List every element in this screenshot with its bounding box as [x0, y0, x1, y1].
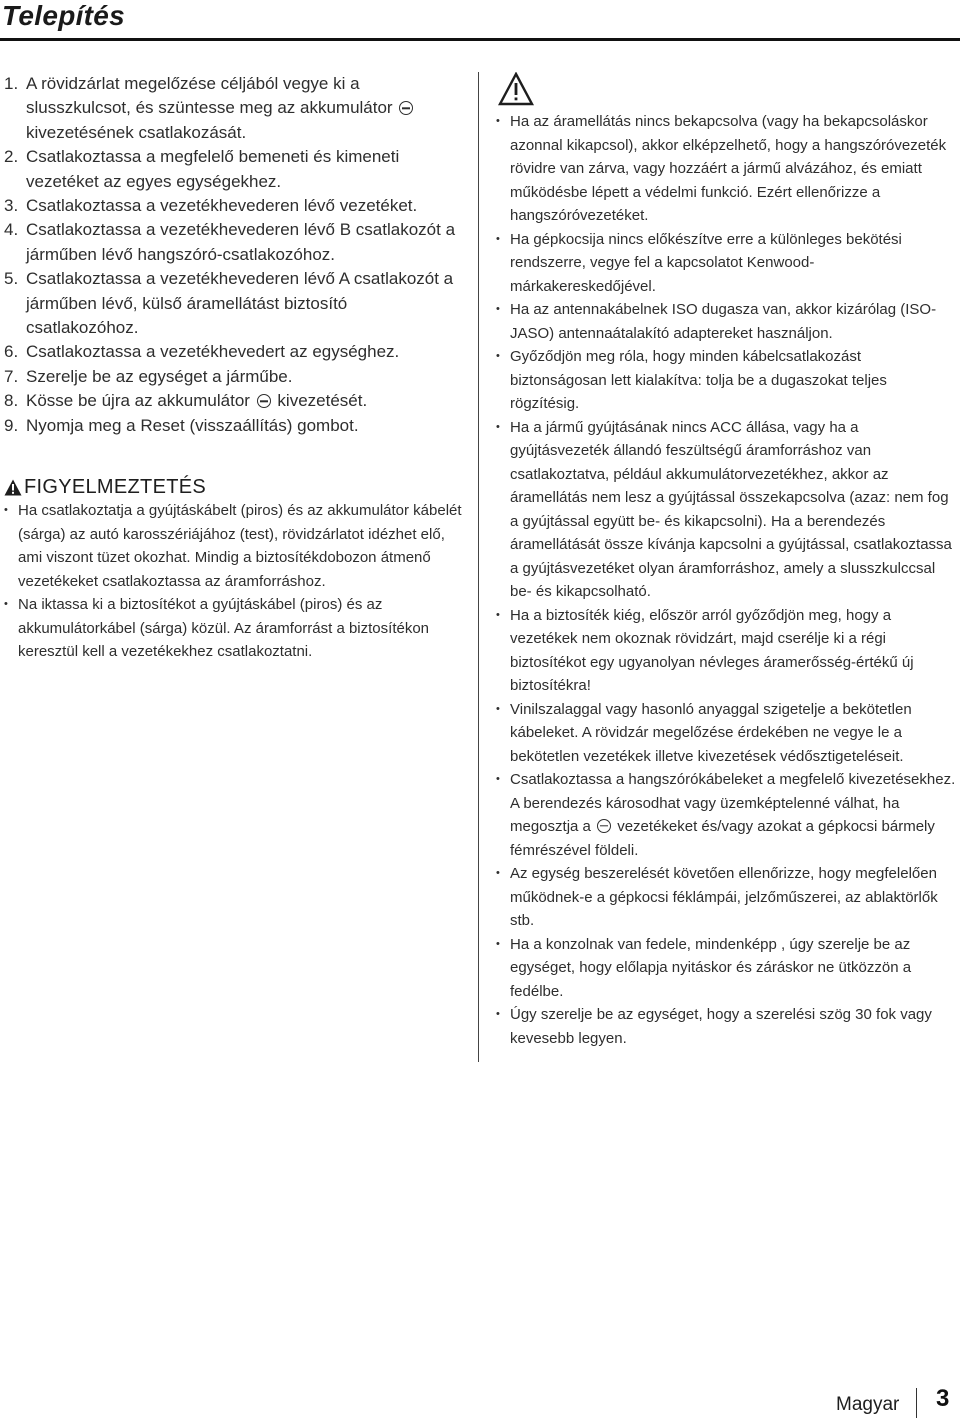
step-item [4, 389, 464, 413]
step-item [4, 414, 464, 438]
step-number: 6. [4, 342, 19, 362]
minus-terminal-icon [597, 819, 611, 833]
caution-item: • Ha a konzolnak van fedele, mindenképp , úgy szerelje be az egységet, hogy előlapja nyitáskor és záráskor ne ütközzön a fedélbe. [496, 933, 956, 1004]
step-number: 9. [4, 415, 19, 435]
step-text: Kösse be újra az akkumulátor [26, 391, 250, 411]
step-item [4, 72, 464, 145]
step-number: 7. [4, 366, 19, 386]
caution-item: • Ha a jármű gyújtásának nincs ACC állása, vagy ha a gyújtásvezeték állandó feszültségű áramforráshoz van csatlakoztatva, például akkumulátorvezetékhez, akkor az áramellátás nem lesz a gyújtással összekapcsolva (azaz: nem fog a gyújtással együtt be- és kikapcsolni). Ha a berendezés áramellátását össze kívánja kapcsolni a gyújtással, csatlakoztassa a gyújtásvezetéket olyan áramforráshoz, amely a slusszkulccsal be- és kikapcsolható. [496, 416, 956, 604]
caution-item: • Ha a biztosíték kiég, először arról győződjön meg, hogy a vezetékek nem okoznak rövidzárt, majd cserélje ki a régi biztosítékot egy ugyanolyan névleges áramerősség-értékű új biztosítékra! [496, 604, 956, 698]
warning-item: • Na iktassa ki a biztosítékot a gyújtáskábel (piros) és az akkumulátorkábel (sárga) közül. Az áramforrást a biztosítékon keresztül kell a vezetékekhez csatlakoztatni. [4, 593, 464, 664]
warning-heading [4, 476, 464, 499]
installation-steps [4, 72, 464, 438]
step-text: Nyomja meg a Reset (visszaállítás) gombot. [26, 415, 359, 435]
caution-item-text-continued: vezetékeket és/vagy azokat a gépkocsi bármely fémrészével földeli. [510, 818, 935, 859]
caution-item: • Győződjön meg róla, hogy minden kábelcsatlakozást biztonságosan lett kialakítva: tolja be a dugaszokat teljes rögzítésig. [496, 345, 956, 416]
minus-terminal-icon [257, 394, 271, 408]
caution-triangle-icon [498, 72, 534, 106]
step-number: 2. [4, 147, 19, 167]
caution-item: • Ha gépkocsija nincs előkészítve erre a különleges bekötési rendszerre, vegye fel a kapcsolatot Kenwood-márkakereskedőjével. [496, 228, 956, 299]
step-text: A rövidzárlat megelőzése céljából vegye ki a slusszkulcsot, és szüntesse meg az akkumulátor [26, 74, 393, 118]
warning-item: • Ha csatlakoztatja a gyújtáskábelt (piros) és az akkumulátor kábelét (sárga) az autó karosszériájához (test), rövidzárlatot idézhet elő, ami viszont tüzet okozhat. Mindig a biztosítékdobozon átmenő vezetékeket csatlakoztassa az áramforráshoz. [4, 499, 464, 593]
step-text: Csatlakoztassa a vezetékhevederen lévő B csatlakozót a járműben lévő hangszóró-csatlakozóhoz. [26, 220, 456, 264]
caution-item: • Ha az antennakábelnek ISO dugasza van, akkor kizárólag (ISO-JASO) antennaátalakító adaptereket használjon. [496, 298, 956, 345]
step-item [4, 365, 464, 389]
footer-language: Magyar [836, 1394, 900, 1415]
warning-heading-text: FIGYELMEZTETÉS [24, 476, 207, 499]
footer-divider [916, 1388, 917, 1418]
caution-item: • Ha az áramellátás nincs bekapcsolva (vagy ha bekapcsoláskor azonnal kikapcsol), akkor elképzelhető, hogy a hangszóróvezeték rövidre van zárva, vagy hozzáért a jármű alvázához, és emiatt működésbe lépett a védelmi funkció. Ezért ellenőrizze a hangszóróvezetéket. [496, 110, 956, 228]
caution-item: • Vinilszalaggal vagy hasonló anyaggal szigetelje a bekötetlen kábeleket. A rövidzár megelőzése érdekében ne vegye le a bekötetlen vezetékek illetve kivezetések védősztigeteléseit. [496, 698, 956, 769]
step-number: 4. [4, 220, 19, 240]
step-item [4, 267, 464, 340]
step-text: Csatlakoztassa a vezetékhevedert az egységhez. [26, 342, 400, 362]
step-item [4, 145, 464, 194]
caution-list [496, 110, 956, 1050]
step-item [4, 194, 464, 218]
caution-item: • Az egység beszerelését követően ellenőrizze, hogy megfelelően működnek-e a gépkocsi féklámpái, jelzőműszerei, az ablaktörlők stb. [496, 862, 956, 933]
step-number: 5. [4, 269, 19, 289]
step-text-continued: kivezetését. [277, 391, 368, 411]
caution-item [496, 768, 956, 862]
warning-triangle-icon [4, 479, 22, 496]
minus-terminal-icon [399, 101, 413, 115]
step-item [4, 340, 464, 364]
step-text-continued: kivezetésének csatlakozását. [26, 122, 247, 142]
page-number: 3 [936, 1385, 950, 1412]
title-divider [0, 38, 960, 41]
page-title: Telepítés [2, 0, 126, 31]
step-text: Csatlakoztassa a vezetékhevederen lévő A csatlakozót a járműben lévő, külső áramellátást biztosító csatlakozóhoz. [26, 269, 454, 338]
right-column [496, 72, 956, 1050]
caution-item-text: Csatlakoztassa a hangszórókábeleket a megfelelő kivezetésekhez. A berendezés károsodhat vagy üzemképtelenné válhat, ha megosztja a [510, 771, 956, 835]
left-column [4, 72, 464, 664]
step-text: Szerelje be az egységet a járműbe. [26, 366, 293, 386]
step-number: 8. [4, 391, 19, 411]
column-divider [478, 72, 479, 1062]
step-text: Csatlakoztassa a megfelelő bemeneti és kimeneti vezetéket az egyes egységekhez. [26, 147, 400, 191]
warning-list [4, 499, 464, 664]
step-item [4, 218, 464, 267]
step-text: Csatlakoztassa a vezetékhevederen lévő vezetéket. [26, 196, 418, 216]
caution-item: • Úgy szerelje be az egységet, hogy a szerelési szög 30 fok vagy kevesebb legyen. [496, 1003, 956, 1050]
step-number: 1. [4, 74, 19, 93]
step-number: 3. [4, 196, 19, 216]
